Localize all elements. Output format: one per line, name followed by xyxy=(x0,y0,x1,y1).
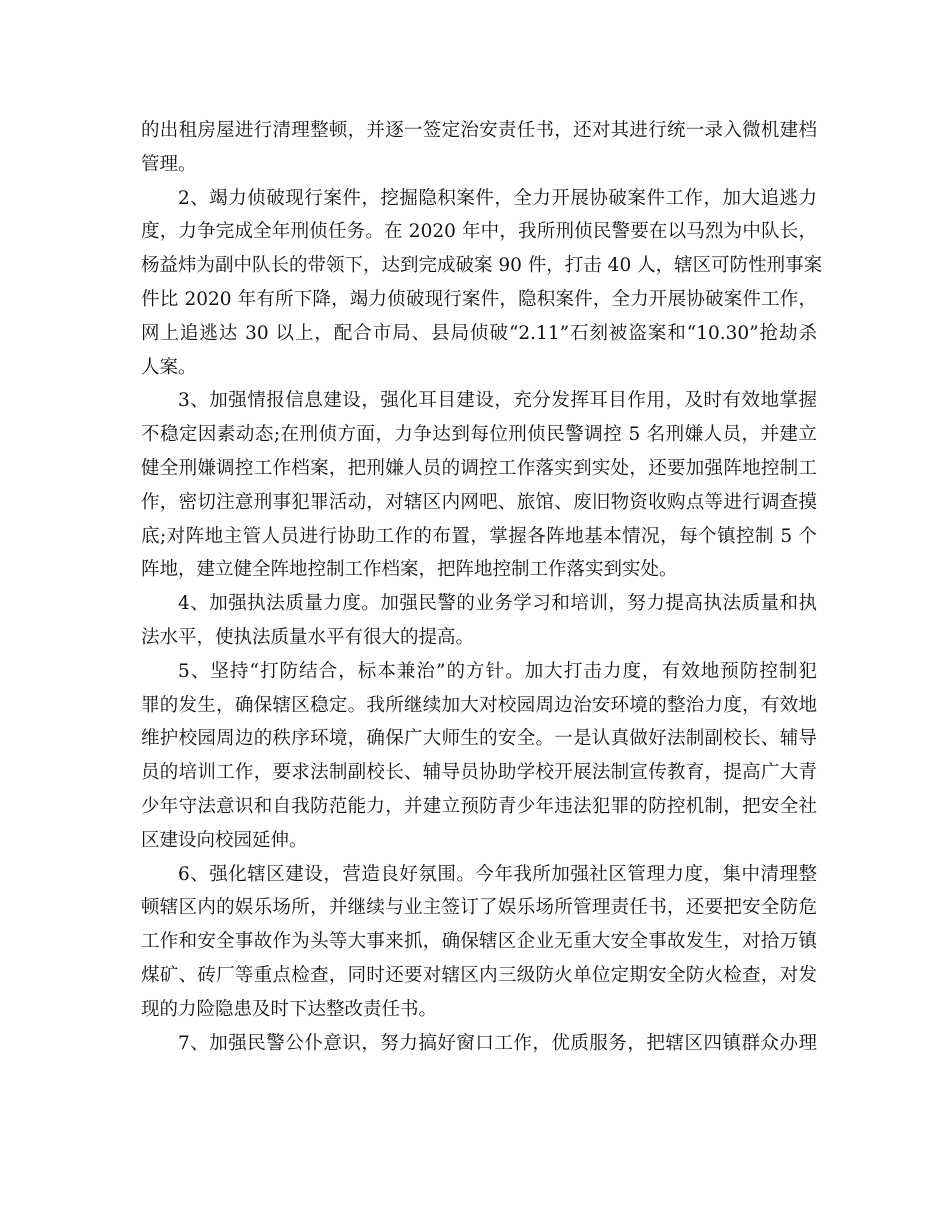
paragraph-first-line: 7、加强民警公仆意识，努力搞好窗口工作，优质服务，把辖区四镇群众办理 xyxy=(178,1032,817,1054)
text-line: 区建设向校园延伸。 xyxy=(141,829,308,851)
text-line: 维护校园周边的秩序环境，确保广大师生的安全。一是认真做好法制副校长、辅导 xyxy=(141,728,817,750)
text-line: 阵地，建立健全阵地控制工作档案，把阵地控制工作落实到实处。 xyxy=(141,559,678,581)
text-line: 件比 2020 年有所下降，竭力侦破现行案件，隐积案件，全力开展协破案件工作， xyxy=(141,288,817,310)
text-line: 健全刑嫌调控工作档案，把刑嫌人员的调控工作落实到实处，还要加强阵地控制工 xyxy=(141,457,817,479)
paragraph-first-line: 5、坚持“打防结合，标本兼治”的方针。加大打击力度，有效地预防控制犯 xyxy=(178,660,817,682)
text-line: 作，密切注意刑事犯罪活动，对辖区内网吧、旅馆、废旧物资收购点等进行调查摸 xyxy=(141,491,817,513)
text-line: 的出租房屋进行清理整顿，并逐一签定治安责任书，还对其进行统一录入微机建档 xyxy=(141,120,817,141)
text-line: 杨益炜为副中队长的带领下，达到完成破案 90 件，打击 40 人，辖区可防性刑事案 xyxy=(141,255,823,277)
text-line: 罪的发生，确保辖区稳定。我所继续加大对校园周边治安环境的整治力度，有效地 xyxy=(141,694,817,716)
text-line: 员的培训工作，要求法制副校长、辅导员协助学校开展法制宣传教育，提高广大青 xyxy=(141,762,817,784)
text-line: 不稳定因素动态;在刑侦方面，力争达到每位刑侦民警调控 5 名刑嫌人员，并建立 xyxy=(141,424,817,446)
text-line: 人案。 xyxy=(141,356,197,378)
text-line: 煤矿、砖厂等重点检查，同时还要对辖区内三级防火单位定期安全防火检查，对发 xyxy=(141,964,817,986)
text-line: 工作和安全事故作为头等大事来抓，确保辖区企业无重大安全事故发生，对拾万镇 xyxy=(141,931,817,953)
text-line: 管理。 xyxy=(141,153,197,175)
paragraph-first-line: 3、加强情报信息建设，强化耳目建设，充分发挥耳目作用，及时有效地掌握 xyxy=(178,390,817,412)
text-line: 网上追逃达 30 以上，配合市局、县局侦破“2.11”石刻被盗案和“10.30”抢劫杀 xyxy=(141,322,817,344)
text-line: 现的力险隐患及时下达整改责任书。 xyxy=(141,998,438,1020)
text-line: 底;对阵地主管人员进行协助工作的布置，掌握各阵地基本情况，每个镇控制 5 个 xyxy=(141,525,817,547)
paragraph-first-line: 6、强化辖区建设，营造良好氛围。今年我所加强社区管理力度，集中清理整 xyxy=(178,863,817,885)
paragraph-first-line: 2、竭力侦破现行案件，挖掘隐积案件，全力开展协破案件工作，加大追逃力 xyxy=(178,187,817,209)
text-line: 少年守法意识和自我防范能力，并建立预防青少年违法犯罪的防控机制，把安全社 xyxy=(141,795,817,817)
text-line: 度，力争完成全年刑侦任务。在 2020 年中，我所刑侦民警要在以马烈为中队长， xyxy=(141,221,817,243)
text-line: 顿辖区内的娱乐场所，并继续与业主签订了娱乐场所管理责任书，还要把安全防危 xyxy=(141,897,817,919)
text-line: 法水平，使执法质量水平有很大的提高。 xyxy=(141,626,475,648)
paragraph-first-line: 4、加强执法质量力度。加强民警的业务学习和培训，努力提高执法质量和执 xyxy=(178,593,817,615)
document-body xyxy=(141,114,823,1060)
